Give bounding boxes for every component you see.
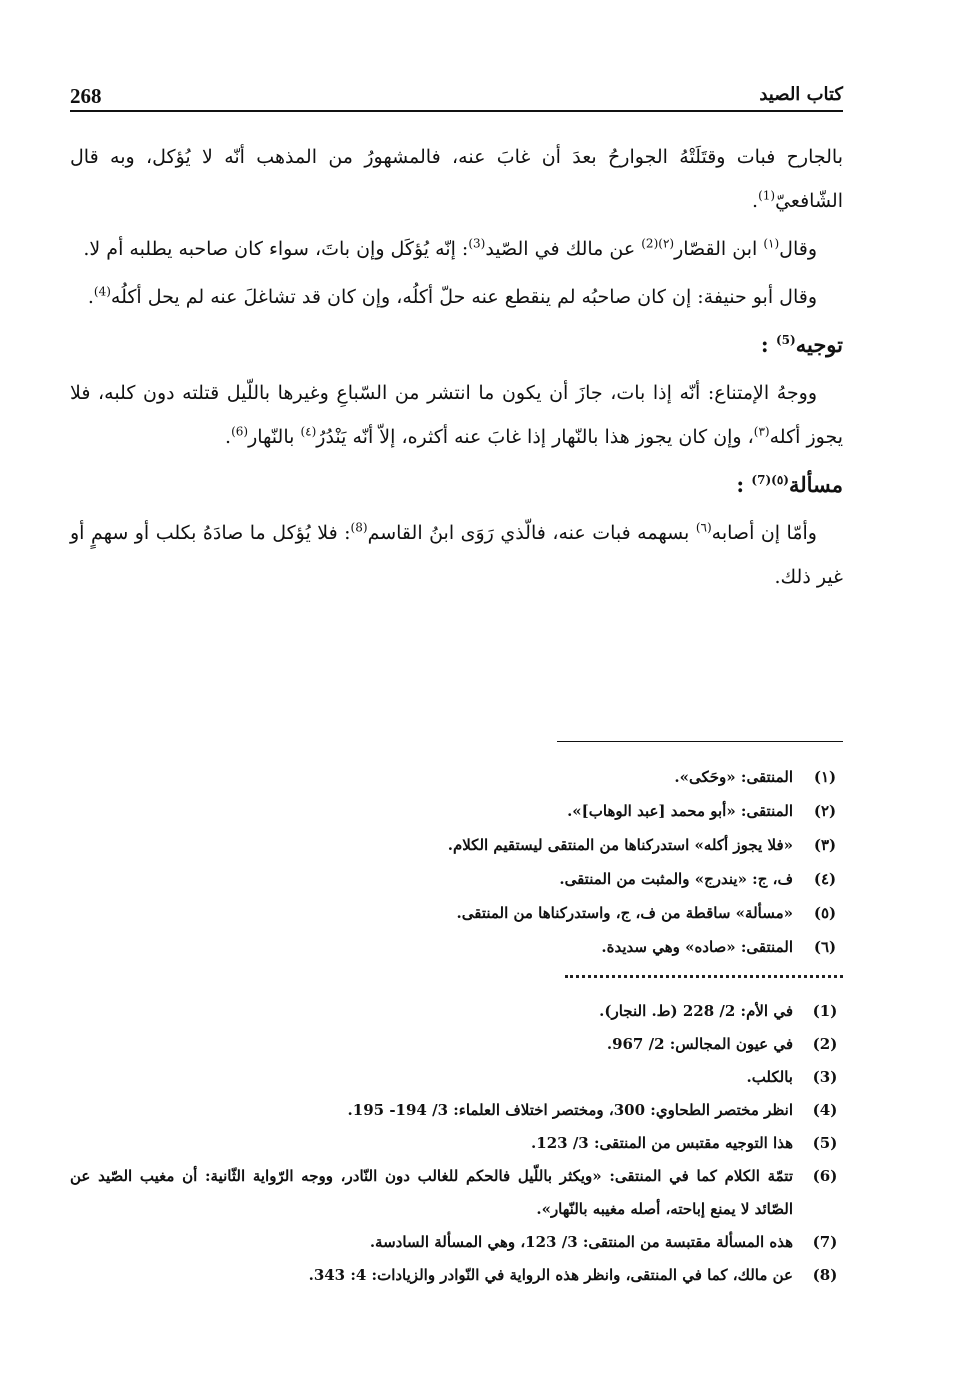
footnote-number: (5) — [812, 1134, 838, 1152]
footnote — [70, 1061, 843, 1094]
note-ref: (٣) — [753, 424, 770, 439]
note-ref: (٦) — [695, 520, 712, 535]
footnote — [70, 1259, 843, 1292]
footnote-text: «مسألة» ساقطة من ف، ج، واستدركناها من المنتقى. — [456, 904, 793, 922]
footnote-text: المنتقى: «وحَكى». — [674, 768, 793, 786]
footnote-text: في عيون المجالس: 2/ 967. — [606, 1035, 793, 1053]
footnote-number: (٣) — [813, 836, 837, 854]
paragraph-4: ووجهُ الإمتناع: أنّه إذا بات، جازَ أن يكون ما انتشر من السّباعِ وغيرها باللّيل قتلته دون كلبه، فلا يجوز أكله$^{(٣)}$، وإن كان يجوز هذا بالنّهار إذا غابَ عنه أكثره، إلاّ أنّه يَنْدُرُ$^{(٤)}$ بالنّهار$^{(6)}$. — [70, 382, 843, 448]
footnotes-editor — [70, 995, 843, 1292]
footnotes-manuscript — [70, 760, 843, 964]
footnote — [70, 1127, 843, 1160]
footnote-number: (٥) — [813, 904, 837, 922]
running-title: كتاب الصيد — [759, 84, 843, 105]
note-ref: (١) — [763, 236, 780, 251]
footnote — [70, 760, 843, 794]
footnote — [70, 1094, 843, 1127]
heading-tawjih: توجيه$^{(5)}$ : — [760, 332, 843, 357]
footnote — [70, 995, 843, 1028]
note-ref: (5) — [775, 333, 796, 347]
footnote-text: انظر مختصر الطحاوي: 300، ومختصر اختلاف العلماء: 3/ 194- 195. — [347, 1101, 793, 1119]
note-ref: (4) — [93, 284, 111, 299]
note-ref: (٤) — [300, 424, 317, 439]
footnote-text: هذا التوجيه مقتبس من المنتقى: 3/ 123. — [531, 1134, 793, 1152]
footnote-number: (4) — [812, 1101, 838, 1119]
footnote-number: (8) — [812, 1266, 838, 1284]
note-ref: (3) — [468, 236, 486, 251]
footnote-text: في الأم: 2/ 228 (ط. النجار). — [599, 1002, 793, 1020]
paragraph-1: بالجارح فبات وقتَلَتْهُ الجوارحُ بعدَ أن غابَ عنه، فالمشهورُ من المذهب أنّه لا يُؤكل، وبه قال الشّافعيّ$^{(1)}$. — [70, 146, 843, 212]
footnote-number: (3) — [812, 1068, 838, 1086]
footnote-text: «فلا يجوز أكله» استدركناها من المنتقى ليستقيم الكلام. — [447, 836, 793, 854]
footnote-number: (6) — [812, 1167, 838, 1185]
footnote-rule — [557, 741, 843, 742]
heading-masala: مسألة$^{(٥)(7)}$ : — [736, 472, 843, 497]
footnote-number: (2) — [812, 1035, 838, 1053]
footnote — [70, 896, 843, 930]
paragraph-5: وأمّا إن أصابه$^{(٦)}$ بسهمه فبات عنه، فالّذي رَوَى ابنُ القاسم$^{(8)}$: فلا يُؤكل ما صادَهُ بكلب أو سهمٍ أو غير ذلك. — [70, 520, 843, 588]
footnote — [70, 828, 843, 862]
footnote-number: (٢) — [813, 802, 837, 820]
footnote-number: (٦) — [813, 938, 837, 956]
footnote-number: (1) — [812, 1002, 838, 1020]
footnote-text: المنتقى: «أبو محمد [عبد الوهاب]». — [567, 802, 793, 820]
main-text — [70, 135, 843, 603]
page-number: 268 — [70, 84, 102, 108]
footnote-number: (١) — [813, 768, 837, 786]
footnote — [70, 1028, 843, 1061]
footnote-text: المنتقى: «صاده» وهي سديدة. — [601, 938, 793, 956]
paragraph-2: وقال$^{(١)}$ ابن القصّار$^{(٢)(2)}$ عن مالك في الصّيد$^{(3)}$: إنّه يُؤكَل وإن باتَ، سواء كان صاحبه يطلبه أم لا. — [83, 236, 817, 260]
footnote-number: (٤) — [813, 870, 837, 888]
note-ref: (٢)(2) — [641, 236, 675, 251]
header-rule — [70, 110, 843, 112]
note-ref: (1) — [758, 188, 776, 203]
footnote-text: بالكلب. — [746, 1068, 793, 1086]
footnote-separator-dotted — [565, 975, 843, 978]
footnote — [70, 1160, 843, 1226]
footnote — [70, 794, 843, 828]
page-header — [70, 84, 843, 112]
footnote-text: ف، ج: «يندرج» والمثبت من المنتقى. — [559, 870, 793, 888]
footnote-text: عن مالك، كما في المنتقى، وانظر هذه الرواية في النّوادر والزيادات: 4: 343. — [308, 1266, 793, 1284]
note-ref: (٥)(7) — [751, 473, 789, 487]
footnote — [70, 862, 843, 896]
footnote-text: تتمّة الكلام كما في المنتقى: «ويكثر باللّيل فالحكم للغالب دون النّادر، ووجه الرّواية الثّانية: أن مغيب الصّيد عن الصّائد لا يمنع إباحته، أصله مغيبه بالنّهار». — [70, 1167, 793, 1218]
note-ref: (8) — [350, 520, 368, 535]
note-ref: (6) — [231, 424, 249, 439]
footnote — [70, 930, 843, 964]
footnote-text: هذه المسألة مقتبسة من المنتقى: 3/ 123، وهي المسألة السادسة. — [369, 1233, 793, 1251]
footnote-number: (7) — [812, 1233, 838, 1251]
paragraph-3: وقال أبو حنيفة: إن كان صاحبُه لم ينقطع عنه حلّ أكلُه، وإن كان قد تشاغلَ عنه لم يحل أكلُه$^{(4)}$. — [87, 284, 817, 308]
footnote — [70, 1226, 843, 1259]
